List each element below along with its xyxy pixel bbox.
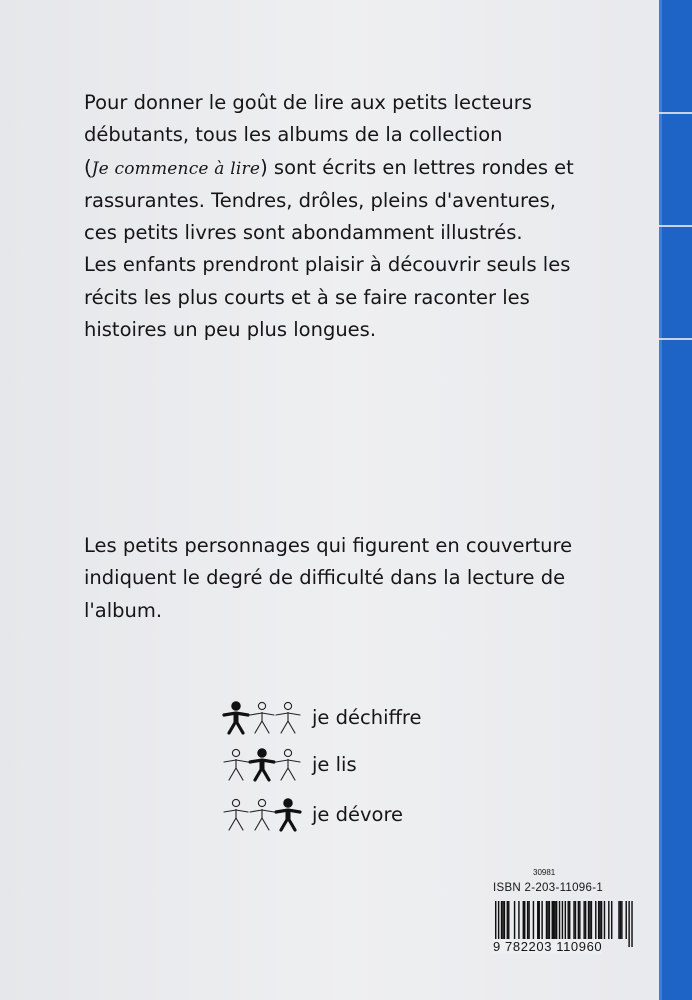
- filled-figure: [250, 749, 274, 780]
- barcode-bar: [599, 901, 600, 939]
- barcode-bar: [502, 901, 503, 939]
- spine-tick: [659, 225, 692, 227]
- legend-label: je lis: [312, 753, 357, 776]
- barcode-bar: [552, 901, 553, 939]
- spine-edge: [659, 0, 662, 1000]
- legend-label: je dévore: [312, 803, 404, 826]
- filled-figure: [276, 799, 300, 830]
- barcode-bar: [541, 901, 542, 939]
- barcode-bar: [589, 901, 590, 939]
- barcode-bar: [527, 901, 528, 939]
- barcode-bar: [537, 901, 538, 939]
- barcode-bar: [583, 901, 584, 939]
- barcode-bar: [595, 901, 596, 939]
- three-figures-icon: [222, 700, 302, 736]
- three-figures-icon: [222, 747, 302, 783]
- barcode-bar: [554, 901, 555, 939]
- legend-row-lis: [222, 747, 482, 787]
- legend-row-devore: [222, 797, 482, 837]
- legend-label: je déchiffre: [312, 706, 422, 729]
- barcode-bar: [604, 901, 605, 939]
- barcode-bar: [508, 901, 509, 939]
- blue-spine-band: [659, 0, 692, 1000]
- text-line: l'album.: [84, 598, 163, 622]
- barcode-bar: [601, 901, 602, 939]
- barcode-bar: [573, 901, 574, 939]
- outline-figure: [276, 702, 300, 733]
- barcode-bar: [620, 901, 621, 939]
- text-line: histoires un peu plus longues.: [84, 318, 377, 342]
- barcode-bar: [621, 901, 622, 939]
- barcode-bar: [568, 901, 569, 939]
- paren-open: (: [84, 155, 92, 179]
- outline-figure: [250, 799, 274, 830]
- barcode-bar: [556, 901, 557, 939]
- text-line: ces petits livres sont abondamment illustrés.: [84, 221, 523, 245]
- isbn-text: ISBN 2-203-11096-1: [493, 882, 604, 894]
- outline-figure: [276, 749, 300, 780]
- barcode-bar: [514, 901, 515, 939]
- barcode-bar: [501, 901, 502, 939]
- barcode-bar: [559, 901, 560, 939]
- barcode-bar: [528, 901, 529, 939]
- barcode-block: [493, 868, 633, 968]
- barcode-bar: [569, 901, 570, 939]
- barcode-bar: [524, 901, 525, 939]
- barcode-bar: [588, 901, 589, 939]
- filled-figure: [224, 702, 248, 733]
- barcode-bar: [626, 901, 627, 939]
- barcode-bar: [585, 901, 586, 939]
- text-line: indiquent le degré de difficulté dans la lecture de: [84, 566, 566, 590]
- text-line: Pour donner le goût de lire aux petits lecteurs: [84, 91, 532, 114]
- barcode-bar: [507, 901, 508, 939]
- outline-figure: [250, 702, 274, 733]
- barcode-bar: [539, 901, 540, 939]
- legend-row-dechiffre: [222, 700, 482, 740]
- spine-tick: [659, 338, 692, 340]
- barcode-bar: [628, 901, 629, 947]
- barcode-bar: [575, 901, 576, 939]
- barcode-bar: [618, 901, 619, 939]
- text-line: récits les plus courts et à se faire raconter les: [84, 285, 530, 309]
- text-line-rest: sont écrits en lettres rondes et: [273, 155, 574, 179]
- text-line: [84, 152, 604, 185]
- text-line: Les enfants prendront plaisir à découvrir seuls les: [84, 253, 571, 277]
- text-line: Les petits personnages qui figurent en couverture: [84, 534, 573, 557]
- text-line: rassurantes. Tendres, drôles, pleins d'aventures,: [84, 188, 556, 212]
- barcode-bar: [547, 901, 548, 939]
- barcode-bar: [504, 901, 505, 939]
- spine-tick: [659, 112, 692, 114]
- barcode-bar: [578, 901, 579, 939]
- three-figures-icon: [222, 797, 302, 833]
- collection-name: Je commence à lire: [91, 158, 261, 179]
- barcode-bar: [591, 901, 592, 939]
- barcode-bar: [523, 901, 524, 939]
- barcode-bar: [546, 901, 547, 939]
- barcode-bar: [549, 901, 550, 939]
- difficulty-paragraph: [84, 530, 604, 627]
- barcode-bar: [579, 901, 580, 939]
- outline-figure: [224, 749, 248, 780]
- barcode-bar: [518, 901, 519, 939]
- paren-close: ): [260, 155, 268, 179]
- text-line: débutants, tous les albums de la collection: [84, 123, 503, 147]
- barcode-bar: [608, 901, 609, 939]
- intro-paragraph: [84, 87, 604, 346]
- barcode-bar: [631, 901, 632, 947]
- barcode-bar: [533, 901, 534, 939]
- code-number: 30981: [533, 868, 556, 877]
- barcode-bar: [611, 901, 612, 939]
- barcode-bar: [598, 901, 599, 939]
- outline-figure: [224, 799, 248, 830]
- ean-digits: 9 782203 110960: [493, 939, 603, 954]
- barcode-bar: [553, 901, 554, 939]
